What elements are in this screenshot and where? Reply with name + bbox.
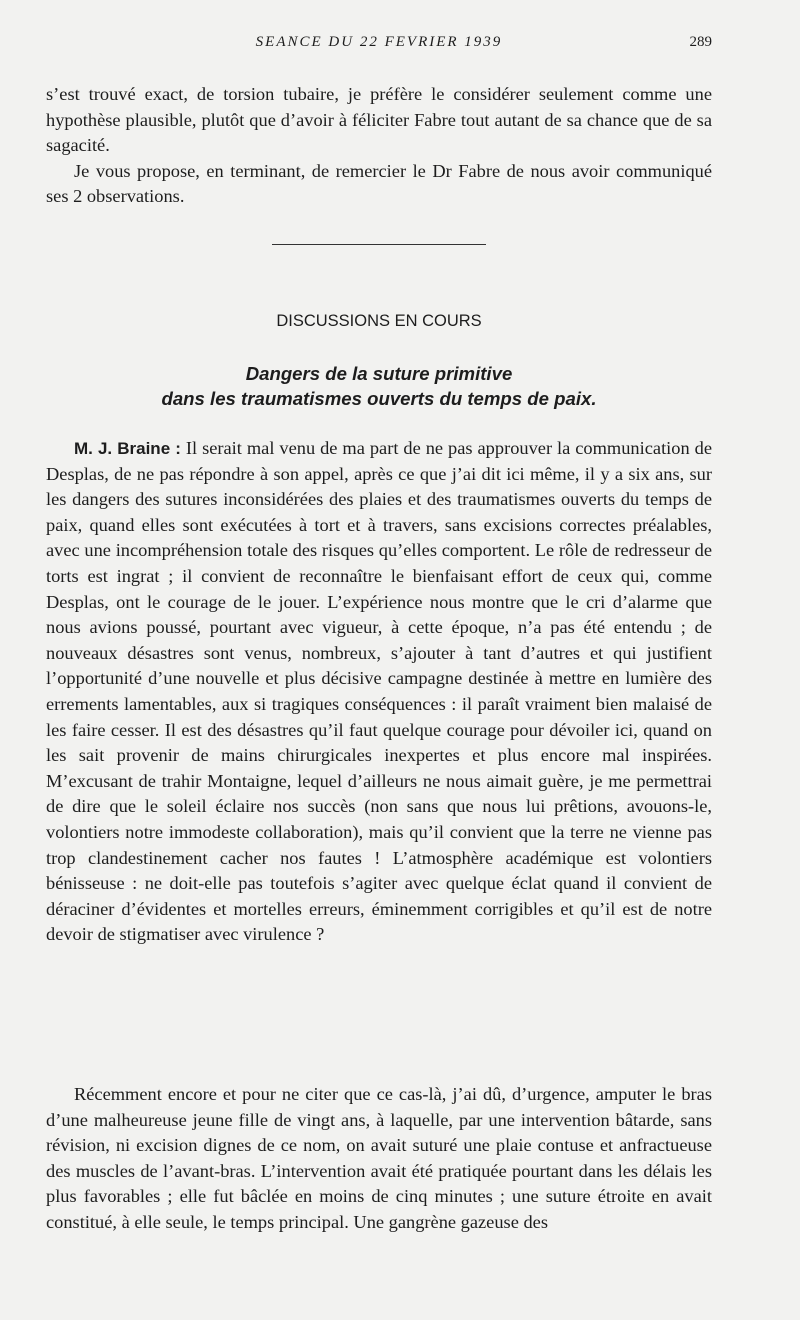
- intro-paragraph-1: s’est trouvé exact, de torsion tubaire, je préfère le considérer seulement comme une hypothèse plausible, plutôt que d’avoir à féliciter Fabre tout autant de sa chance que de sa sagacité.: [46, 84, 712, 156]
- section-title: DISCUSSIONS EN COURS: [276, 312, 482, 330]
- article-paragraph-2: Récemment encore et pour ne citer que ce cas-là, j’ai dû, d’urgence, amputer le bras d’une malheureuse jeune fille de vingt ans, à laquelle, par une intervention bâtarde, sans révision, ni excision dignes de ce nom, on avait suturé une plaie contuse et anfractueuse des muscles de l’avant-bras. L’intervention avait été pratiquée pourtant dans les délais les plus favorables ; elle fut bâclée en moins de cinq minutes ; une suture étroite en avait constitué, à elle seule, le temps principal. Une gangrène gazeuse des: [46, 1084, 712, 1232]
- page-header: [46, 34, 712, 58]
- page-number: 289: [689, 34, 712, 50]
- speaker-name: M. J. Braine :: [74, 439, 181, 458]
- intro-text: [46, 82, 712, 210]
- article-paragraph-1: [46, 436, 712, 948]
- article-body-2: [46, 1082, 712, 1236]
- article-title-line-1: Dangers de la suture primitive: [245, 363, 513, 384]
- article-body-1: [46, 436, 712, 948]
- section-divider: [272, 244, 486, 245]
- article-title: [46, 361, 712, 411]
- article-paragraph-1-text: Il serait mal venu de ma part de ne pas approuver la communication de Desplas, de ne pas répondre à son appel, après ce que j’ai dit ici même, il y a six ans, sur les dangers des sutures inconsidérées des plaies et des traumatismes ouverts du temps de paix, quand elles sont exécutées à tort et à travers, sans excisions correctes préalables, avec une incompréhension totale des risques qu’elles comportent. Le rôle de redresseur de torts est ingrat ; il convient de reconnaître le bienfaisant effort de ceux qui, comme Desplas, ont le courage de le jouer. L’expérience nous montre que le cri d’alarme que nous avions poussé, pourtant avec vigueur, à cette époque, n’a pas été entendu ; de nouveaux désastres sont venus, nombreux, s’ajouter à tant d’autres et qui justifient l’opportunité d’une nouvelle et plus décisive campagne destinée à mettre en lumière des errements lamentables, aux si tragiques conséquences : il paraît vraiment bien malaisé de les faire cesser. Il est des désastres qu’il faut quelque courage pour dévoiler ici, quand on les sait provenir de mains chirurgicales inexpertes et plus encore mal inspirées. M’excusant de trahir Montaigne, lequel d’ailleurs ne nous aimait guère, je me permettrai de dire que le soleil éclaire nos succès (non sans que nous lui prêtions, avouons-le, volontiers notre immodeste collaboration), mais qu’il convient que la terre ne vienne pas trop clandestinement cacher nos fautes ! L’atmosphère académique est volontiers bénisseuse : ne doit-elle pas toutefois s’agiter avec quelque éclat quand il convient de déraciner d’évidentes et mortelles erreurs, éminemment corrigibles et qu’il est de notre devoir de stigmatiser avec virulence ?: [46, 438, 712, 945]
- intro-paragraph-2: Je vous propose, en terminant, de remercier le Dr Fabre de nous avoir communiqué ses 2 observations.: [46, 160, 712, 207]
- running-title: SEANCE DU 22 FEVRIER 1939: [255, 34, 503, 50]
- article-title-line-2: dans les traumatismes ouverts du temps de paix.: [161, 388, 597, 409]
